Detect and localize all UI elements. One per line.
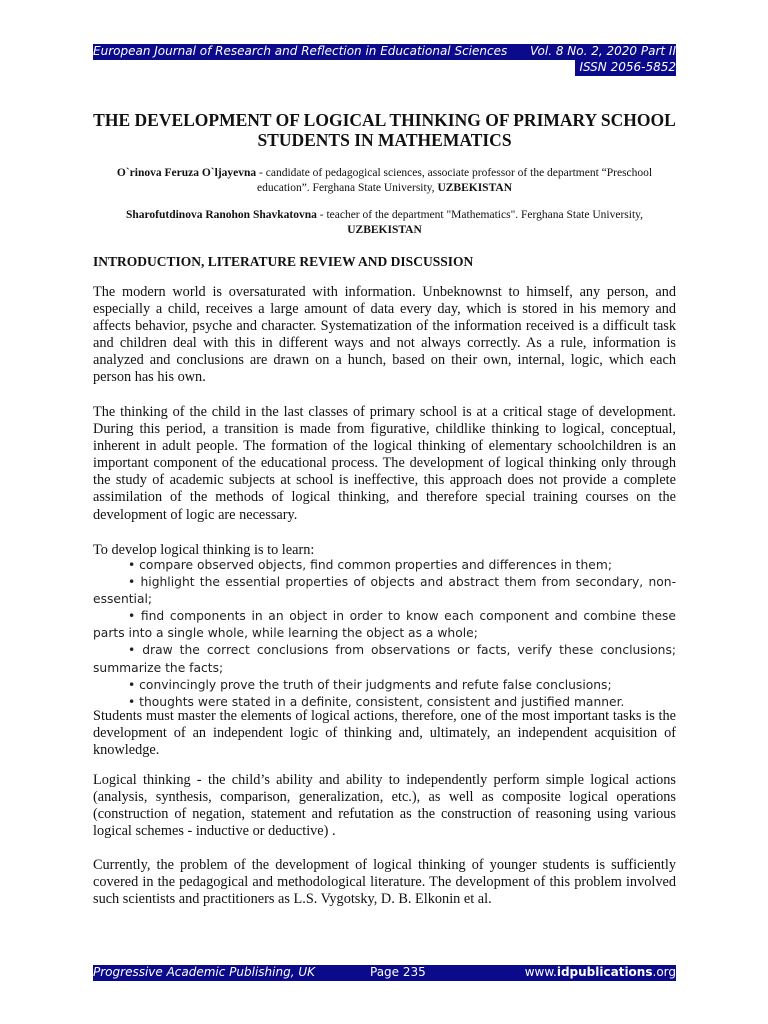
paper-title: THE DEVELOPMENT OF LOGICAL THINKING OF PRIMARY SCHOOL STUDENTS IN MATHEMATICS (93, 110, 676, 150)
list-item: • find components in an object in order to know each component and combine these parts into a single whole, while learning the object as a whole; (93, 608, 676, 642)
journal-name: European Journal of Research and Reflection in Educational Sciences (93, 44, 508, 58)
paragraph-5: Currently, the problem of the development of logical thinking of younger students is sufficiently covered in the pedagogical and methodological literature. The development of this problem involved such scientists and practitioners as L.S. Vygotsky, D. B. Elkonin et al. (93, 857, 676, 908)
paragraph-2: The thinking of the child in the last classes of primary school is at a critical stage of development. During this period, a transition is made from figurative, childlike thinking to logical, conceptual, inherent in adult people. The formation of the logical thinking of elementary schoolchildren is an important component of the educational process. The development of logical thinking only through the study of academic subjects at school is ineffective, this approach does not provide a complete assimilation of the methods of logical thinking, and therefore special training courses on the development of logic are necessary. (93, 404, 676, 523)
paragraph-3: Students must master the elements of logical actions, therefore, one of the most important tasks is the development of an independent logic of thinking and, ultimately, an independent acquisition of knowledge. (93, 708, 676, 759)
author-2-country: UZBEKISTAN (347, 224, 422, 236)
list-item: • convincingly prove the truth of their judgments and refute false conclusions; (93, 677, 676, 694)
url-domain: idpublications (556, 965, 653, 979)
list-item: • draw the correct conclusions from observations or facts, verify these conclusions; summarize the facts; (93, 642, 676, 676)
section-heading: INTRODUCTION, LITERATURE REVIEW AND DISCUSSION (93, 254, 474, 269)
volume-info: Vol. 8 No. 2, 2020 Part II (530, 44, 676, 58)
author-2-affiliation: - teacher of the department "Mathematics". Ferghana State University, (316, 209, 644, 221)
list-item: • highlight the essential properties of objects and abstract them from secondary, non-essential; (93, 574, 676, 608)
author-2-name: Sharofutdinova Ranohon Shavkatovna (125, 209, 317, 221)
paragraph-4: Logical thinking - the child’s ability and ability to independently perform simple logical actions (analysis, synthesis, comparison, generalization, etc.), as well as composite logical operations (construction of negation, statement and refutation as the construction of reasoning using various logical schemes - inductive or deductive) . (93, 772, 676, 840)
url-suffix: .org (652, 965, 676, 979)
page-number: Page 235 (370, 965, 426, 979)
issn: ISSN 2056-5852 (579, 60, 676, 74)
publisher-url[interactable] (525, 964, 676, 981)
author-1 (93, 166, 676, 196)
author-2 (93, 208, 676, 238)
list-item: • compare observed objects, find common properties and differences in them; (93, 557, 676, 574)
url-prefix: www. (524, 965, 557, 979)
list-lead: To develop logical thinking is to learn: (93, 542, 315, 558)
author-1-affiliation: - candidate of pedagogical sciences, associate professor of the department “Preschool education”. Ferghana State University, (256, 167, 653, 194)
author-1-name: O`rinova Feruza O`ljayevna (116, 167, 257, 179)
list-item: • thoughts were stated in a definite, consistent, consistent and justified manner. (93, 694, 676, 711)
publisher-name: Progressive Academic Publishing, UK (93, 965, 315, 979)
learning-goals-list (93, 557, 676, 711)
author-1-country: UZBEKISTAN (437, 182, 512, 194)
paragraph-1: The modern world is oversaturated with information. Unbeknownst to himself, any person, and especially a child, receives a large amount of data every day, which is stored in his memory and affects behavior, psyche and character. Systematization of the information received is a difficult task and children deal with this in different ways and not always correctly. As a rule, information is analyzed and conclusions are drawn on a hunch, based on their own, internal, logic, which each person has his own. (93, 284, 676, 386)
